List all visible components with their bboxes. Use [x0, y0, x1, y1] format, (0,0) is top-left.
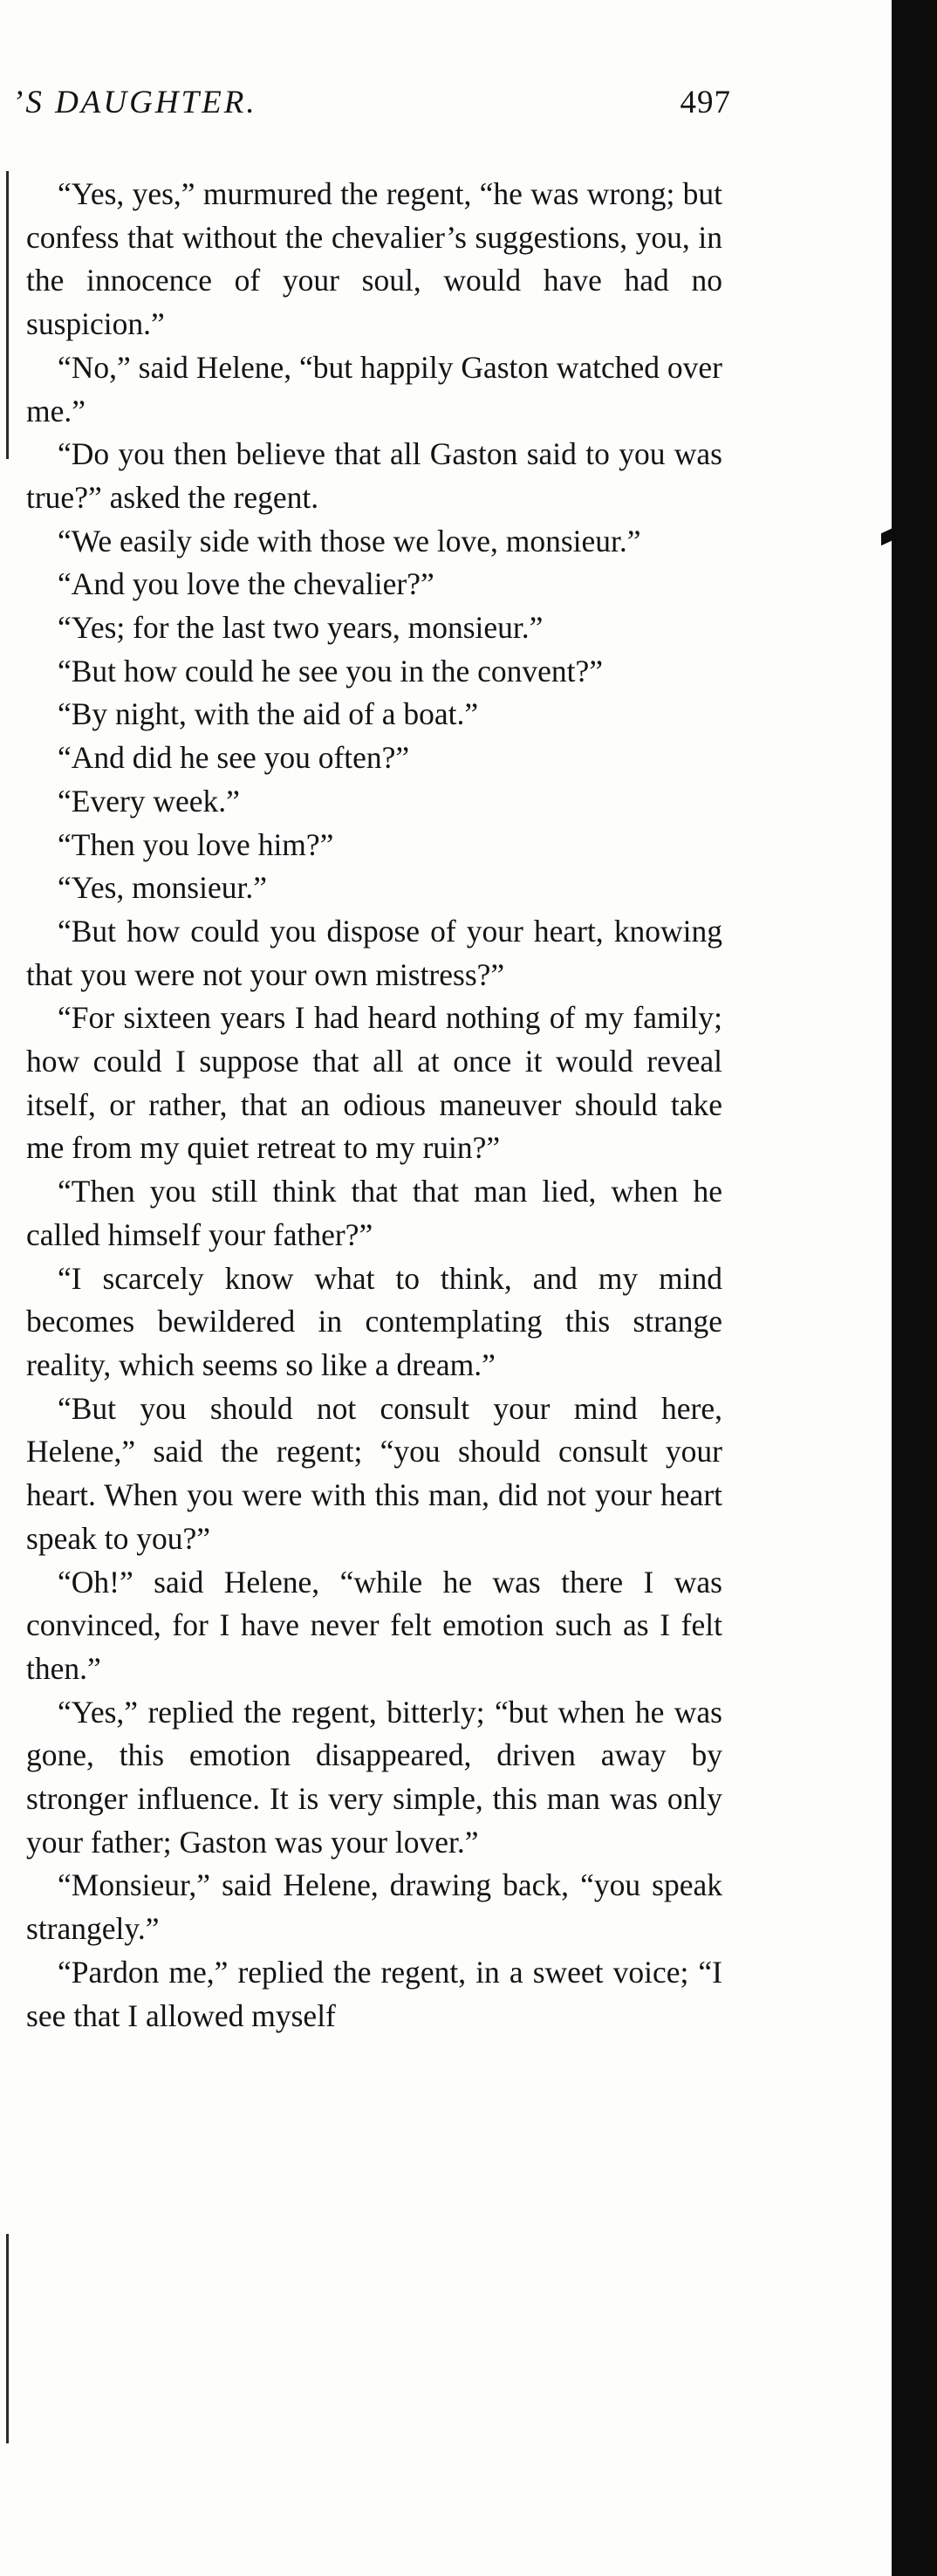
paragraph: “But how could he see you in the convent?”: [58, 653, 604, 689]
paragraph: “Then you still think that that man lied, when he called himself your father?”: [26, 1174, 722, 1252]
paragraph: “Yes; for the last two years, monsieur.”: [58, 610, 544, 646]
running-title: ’S DAUGHTER.: [12, 85, 257, 120]
paragraph: “Yes, yes,” murmured the regent, “he was wrong; but confess that without the chevalier’s suggestions, you, in the innocence of your soul, would have had no suspicion.”: [26, 176, 722, 342]
page-binding-shadow: [892, 0, 937, 2576]
paragraph: “But how could you dispose of your heart, knowing that you were not your own mistress?”: [26, 913, 722, 992]
paragraph: “But you should not consult your mind here, Helene,” said the regent; “you should consult your heart. When you were with this man, did not your heart speak to you?”: [26, 1390, 722, 1556]
body-text: [26, 173, 722, 2038]
paragraph: “Yes,” replied the regent, bitterly; “but when he was gone, this emotion disappeared, driven away by stronger influence. It is very simple, this man was only your father; Gaston was your lover.”: [26, 1694, 722, 1860]
paragraph: “Do you then believe that all Gaston said to you was true?” asked the regent.: [26, 436, 722, 515]
paragraph: “Then you love him?”: [58, 826, 334, 862]
running-header: [0, 84, 864, 136]
margin-rule-bottom: [6, 2234, 9, 2443]
page-number: 497: [680, 85, 731, 120]
paragraph: “For sixteen years I had heard nothing of my family; how could I suppose that all at once it would reveal itself, or rather, that an odious maneuver should take me from my quiet retreat to my ruin?”: [26, 1000, 722, 1166]
paragraph: “No,” said Helene, “but happily Gaston watched over me.”: [26, 349, 723, 428]
paragraph: “And you love the chevalier?”: [58, 566, 434, 602]
paragraph: “And did he see you often?”: [58, 740, 410, 776]
paragraph: “I scarcely know what to think, and my mind becomes bewildered in contemplating this strange reality, which seems so like a dream.”: [26, 1260, 722, 1382]
paragraph: “Every week.”: [58, 783, 240, 819]
paragraph: “Pardon me,” replied the regent, in a sweet voice; “I see that I allowed myself: [26, 1954, 722, 2033]
paragraph: “Yes, monsieur.”: [58, 870, 267, 906]
paragraph: “By night, with the aid of a boat.”: [58, 696, 479, 732]
margin-rule-top: [6, 171, 9, 459]
paragraph: “Oh!” said Helene, “while he was there I was convinced, for I have never felt emotion such as I felt then.”: [26, 1564, 722, 1686]
paragraph: “Monsieur,” said Helene, drawing back, “you speak strangely.”: [26, 1867, 722, 1947]
paragraph: “We easily side with those we love, monsieur.”: [58, 523, 641, 558]
